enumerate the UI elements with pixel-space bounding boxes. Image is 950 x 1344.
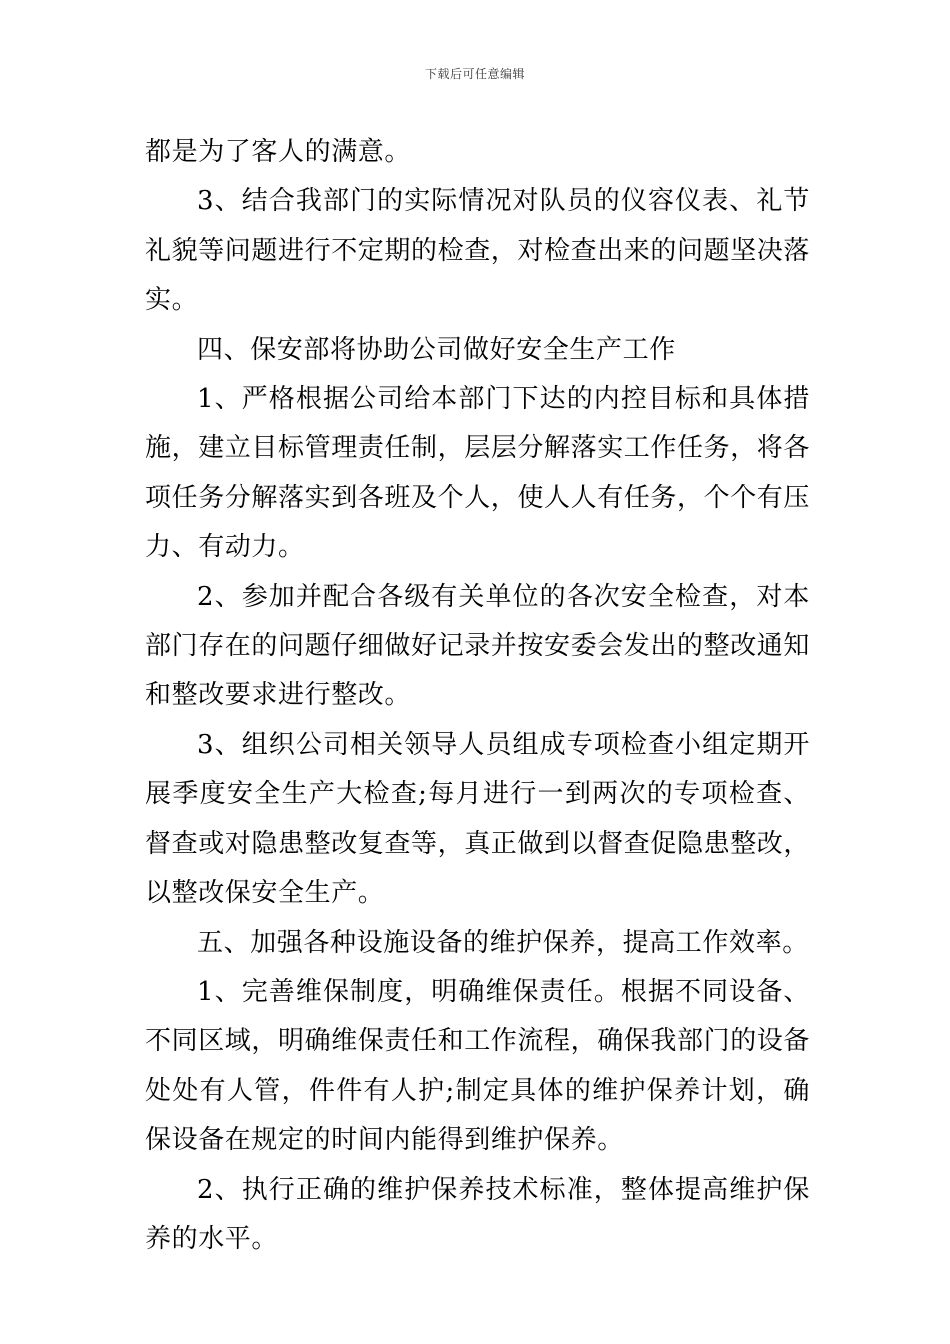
paragraph-item-1-responsibility: 1、严格根据公司给本部门下达的内控目标和具体措施，建立目标管理责任制，层层分解落实工作任务，将各项任务分解落实到各班及个人，使人人有任务，个个有压力、有动力。 <box>145 384 811 563</box>
section-heading-4: 四、保安部将协助公司做好安全生产工作 <box>197 334 676 365</box>
paragraph-item-3-quarterly-check: 3、组织公司相关领导人员组成专项检查小组定期开展季度安全生产大检查;每月进行一到两次的专项检查、督查或对隐患整改复查等，真正做到以督查促隐患整改，以整改保安全生产。 <box>145 729 811 909</box>
paragraph-continuation: 都是为了客人的满意。 <box>145 137 412 167</box>
paragraph-item-2-maintenance-standard: 2、执行正确的维护保养技术标准，整体提高维护保养的水平。 <box>145 1174 810 1254</box>
paragraph-item-1-maintenance-system: 1、完善维保制度，明确维保责任。根据不同设备、不同区域，明确维保责任和工作流程，确保我部门的设备处处有人管，件件有人护;制定具体的维护保养计划，确保设备在规定的时间内能得到维护保养。 <box>145 976 811 1156</box>
section-heading-5: 五、加强各种设施设备的维护保养，提高工作效率。 <box>197 927 809 958</box>
paragraph-item-2-inspection: 2、参加并配合各级有关单位的各次安全检查，对本部门存在的问题仔细做好记录并按安委会发出的整改通知和整改要求进行整改。 <box>145 581 811 711</box>
paragraph-item-3-etiquette: 3、结合我部门的实际情况对队员的仪容仪表、礼节礼貌等问题进行不定期的检查，对检查出来的问题坚决落实。 <box>145 186 811 316</box>
document-body <box>145 128 810 1264</box>
page-header-note: 下载后可任意编辑 <box>424 67 525 81</box>
